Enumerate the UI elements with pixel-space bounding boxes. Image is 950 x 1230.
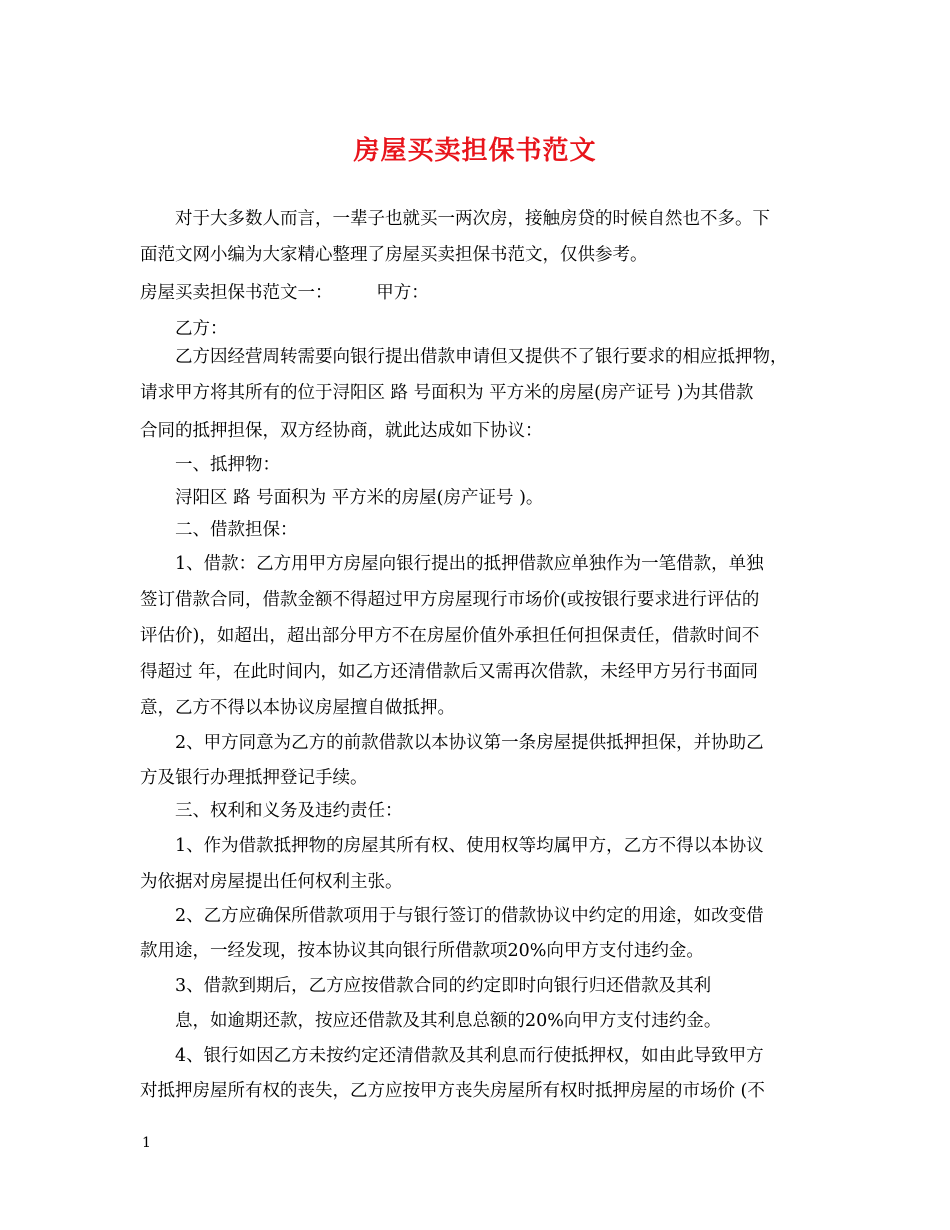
- page-number: 1: [142, 1135, 151, 1151]
- paragraph-line: 合同的抵押担保，双方经协商，就此达成如下协议：: [140, 421, 543, 441]
- paragraph-line: 2、甲方同意为乙方的前款借款以本协议第一条房屋提供抵押担保，并协助乙: [175, 733, 764, 753]
- paragraph-line: 意，乙方不得以本协议房屋擅自做抵押。: [140, 698, 455, 718]
- paragraph-line: 款用途，一经发现，按本协议其向银行所借款项20%向甲方支付违约金。: [140, 941, 704, 961]
- paragraph-line: 方及银行办理抵押登记手续。: [140, 768, 368, 788]
- paragraph-line: 乙方因经营周转需要向银行提出借款申请但又提供不了银行要求的相应抵押物，: [175, 347, 788, 367]
- paragraph-line: 乙方：: [175, 319, 228, 339]
- paragraph-line: 4、银行如因乙方未按约定还清借款及其利息而行使抵押权，如由此导致甲方: [175, 1046, 764, 1066]
- paragraph-line: 评估价)，如超出，超出部分甲方不在房屋价值外承担任何担保责任，借款时间不: [140, 626, 760, 646]
- paragraph-line: 2、乙方应确保所借款项用于与银行签订的借款协议中约定的用途，如改变借: [175, 906, 764, 926]
- paragraph-line: 对于大多数人而言，一辈子也就买一两次房，接触房贷的时候自然也不多。下: [175, 209, 770, 229]
- paragraph-line: 二、借款担保：: [175, 520, 298, 540]
- paragraph-line: 请求甲方将其所有的位于浔阳区 路 号面积为 平方米的房屋(房产证号 )为其借款: [140, 383, 754, 403]
- paragraph-line: 三、权利和义务及违约责任：: [175, 801, 403, 821]
- paragraph-line: 1、作为借款抵押物的房屋其所有权、使用权等均属甲方，乙方不得以本协议: [175, 836, 764, 856]
- paragraph-line: 对抵押房屋所有权的丧失，乙方应按甲方丧失房屋所有权时抵押房屋的市场价 (不: [140, 1081, 765, 1101]
- paragraph-line: 房屋买卖担保书范文一： 甲方：: [140, 283, 429, 303]
- document-title: 房屋买卖担保书范文: [353, 136, 597, 166]
- paragraph-line: 息，如逾期还款，按应还借款及其利息总额的20%向甲方支付违约金。: [175, 1011, 722, 1031]
- paragraph-line: 为依据对房屋提出任何权利主张。: [140, 872, 403, 892]
- paragraph-line: 3、借款到期后，乙方应按借款合同的约定即时向银行归还借款及其利: [175, 976, 712, 996]
- paragraph-line: 面范文网小编为大家精心整理了房屋买卖担保书范文，仅供参考。: [140, 245, 648, 265]
- paragraph-line: 得超过 年，在此时间内，如乙方还清借款后又需再次借款，未经甲方另行书面同: [140, 662, 759, 682]
- paragraph-line: 一、抵押物：: [175, 455, 280, 475]
- paragraph-line: 签订借款合同，借款金额不得超过甲方房屋现行市场价(或按银行要求进行评估的: [140, 590, 760, 610]
- paragraph-line: 浔阳区 路 号面积为 平方米的房屋(房产证号 )。: [175, 488, 544, 508]
- paragraph-line: 1、借款：乙方用甲方房屋向银行提出的抵押借款应单独作为一笔借款，单独: [175, 554, 764, 574]
